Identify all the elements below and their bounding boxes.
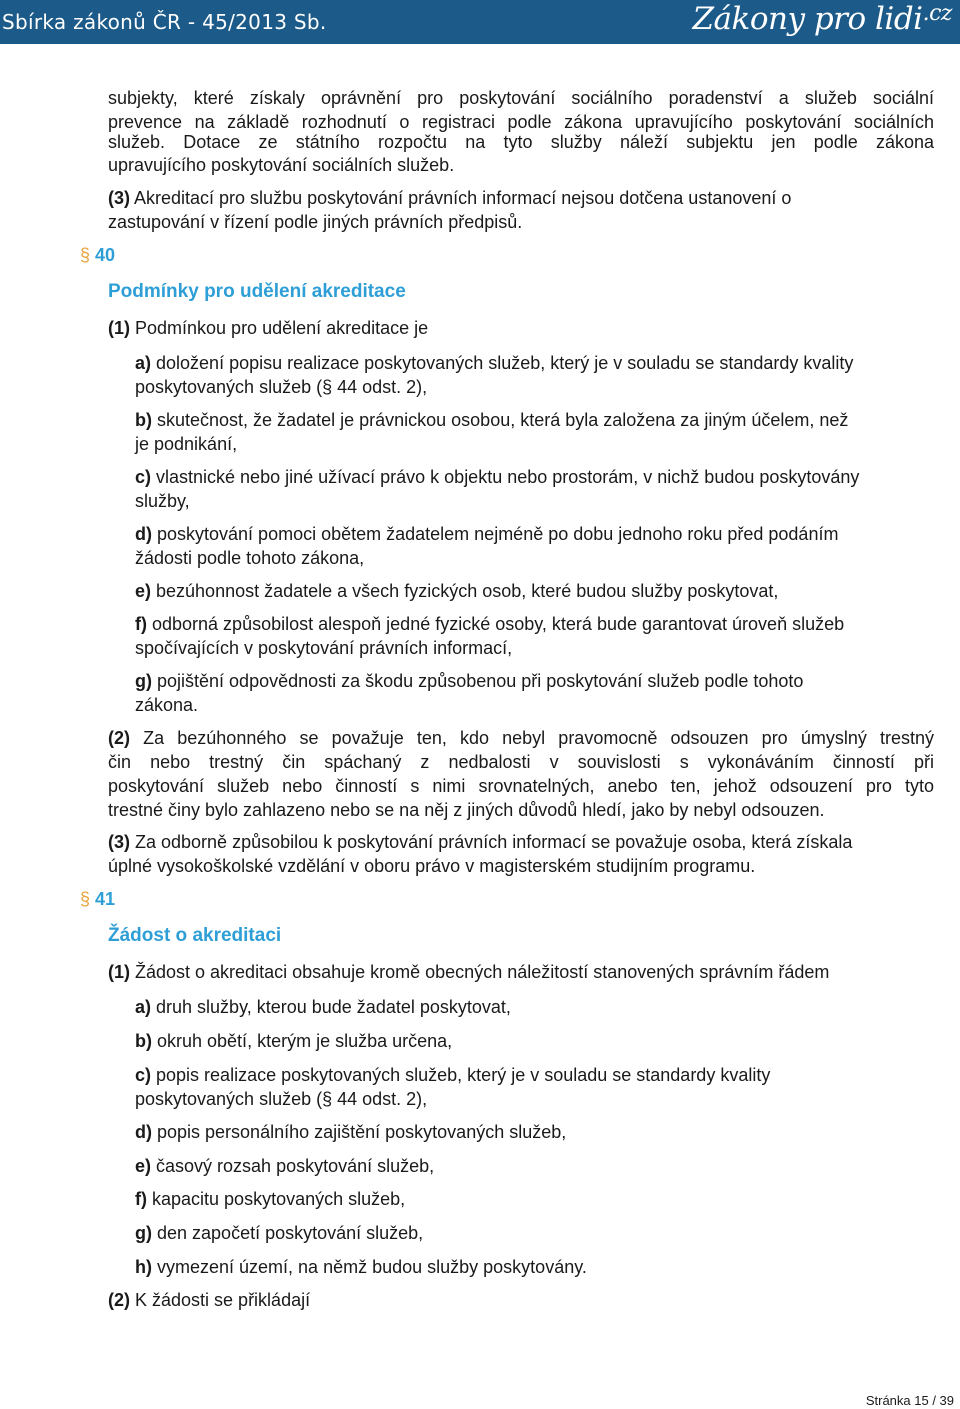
section-41-paragraph-1: (1) Žádost o akreditaci obsahuje kromě obecných náležitostí stanovených správním řádem [108,962,830,982]
section-sign-icon: § [80,889,91,909]
list-item: b) okruh obětí, kterým je služba určena, [135,1031,453,1051]
list-item: a) doložení popisu realizace poskytovaných služeb, který je v souladu se standardy kvality [135,353,854,373]
list-item: h) vymezení území, na němž budou služby poskytovány. [135,1257,587,1277]
page-number: Stránka 15 / 39 [865,1393,954,1408]
list-item: f) kapacitu poskytovaných služeb, [135,1189,406,1209]
section-41-title: Žádost o akreditaci [108,925,282,946]
section-40-marker[interactable]: § 40 [80,245,116,265]
list-item: e) časový rozsah poskytování služeb, [135,1156,435,1176]
intro-line: upravujícího poskytování sociálních služeb. [108,155,455,175]
section-40-paragraph-2-line: trestné činy bylo zahlazeno nebo se na něj z jiných důvodů hledí, jako by nebyl odsouzen. [108,800,825,820]
list-item: c) vlastnické nebo jiné užívací právo k objektu nebo prostorám, v nichž budou poskytovány [135,467,860,487]
list-item: g) den započetí poskytování služeb, [135,1223,424,1243]
paragraph-3-line: (3) Akreditací pro službu poskytování právních informací nejsou dotčena ustanovení o [108,188,792,208]
section-40-title: Podmínky pro udělení akreditace [108,281,406,302]
intro-line: služeb. Dotace ze státního rozpočtu na tyto služby náleží subjektu jen podle zákona [108,132,934,152]
header-bar [0,0,960,44]
list-item: g) pojištění odpovědnosti za škodu způsobenou při poskytování služeb podle tohoto [135,671,804,691]
section-40-paragraph-2-line: poskytování služeb nebo činností s nimi srovnatelných, anebo ten, jehož odsouzení pro tyto [108,776,934,796]
list-item-continuation: spočívajících v poskytování právních informací, [135,638,513,658]
list-item: c) popis realizace poskytovaných služeb, který je v souladu se standardy kvality [135,1065,771,1085]
section-sign-icon: § [80,245,91,265]
list-item-continuation: zákona. [135,695,199,715]
section-41-marker[interactable]: § 41 [80,889,116,909]
intro-line: subjekty, které získaly oprávnění pro poskytování sociálního poradenství a služeb sociální [108,88,934,108]
list-item: d) popis personálního zajištění poskytovaných služeb, [135,1122,567,1142]
list-item: a) druh služby, kterou bude žadatel poskytovat, [135,997,511,1017]
list-item-continuation: poskytovaných služeb (§ 44 odst. 2), [135,1089,428,1109]
list-item-continuation: služby, [135,491,190,511]
section-40-paragraph-2: (2) Za bezúhonného se považuje ten, kdo nebyl pravomocně odsouzen pro úmyslný trestný [108,728,934,748]
list-item-continuation: poskytovaných služeb (§ 44 odst. 2), [135,377,428,397]
section-40-paragraph-3-line: úplné vysokoškolské vzdělání v oboru právo v magisterském studijním programu. [108,856,756,876]
list-item: e) bezúhonnost žadatele a všech fyzických osob, které budou služby poskytovat, [135,581,779,601]
list-item-continuation: žádosti podle tohoto zákona, [135,548,365,568]
list-item-continuation: je podnikání, [135,434,238,454]
intro-line: prevence na základě rozhodnutí o registraci podle zákona upravujícího poskytování sociálních [108,112,934,132]
section-41-paragraph-2: (2) K žádosti se přikládají [108,1290,311,1310]
list-item: f) odborná způsobilost alespoň jedné fyzické osoby, která bude garantovat úroveň služeb [135,614,845,634]
section-40-paragraph-2-line: čin nebo trestný čin spáchaný z nedbalosti v souvislosti s vykonáváním činností při [108,752,934,772]
site-logo[interactable]: Zákony pro lidi$^{.cz}$ [692,1,952,37]
list-item: b) skutečnost, že žadatel je právnickou osobou, která byla založena za jiným účelem, než [135,410,849,430]
paragraph-3-line: zastupování v řízení podle jiných právních předpisů. [108,212,523,232]
document-title: Sbírka zákonů ČR - 45/2013 Sb. [2,10,327,34]
section-40-paragraph-3: (3) Za odborně způsobilou k poskytování právních informací se považuje osoba, která získala [108,832,853,852]
list-item: d) poskytování pomoci obětem žadatelem nejméně po dobu jednoho roku před podáním [135,524,839,544]
section-40-paragraph-1: (1) Podmínkou pro udělení akreditace je [108,318,429,338]
